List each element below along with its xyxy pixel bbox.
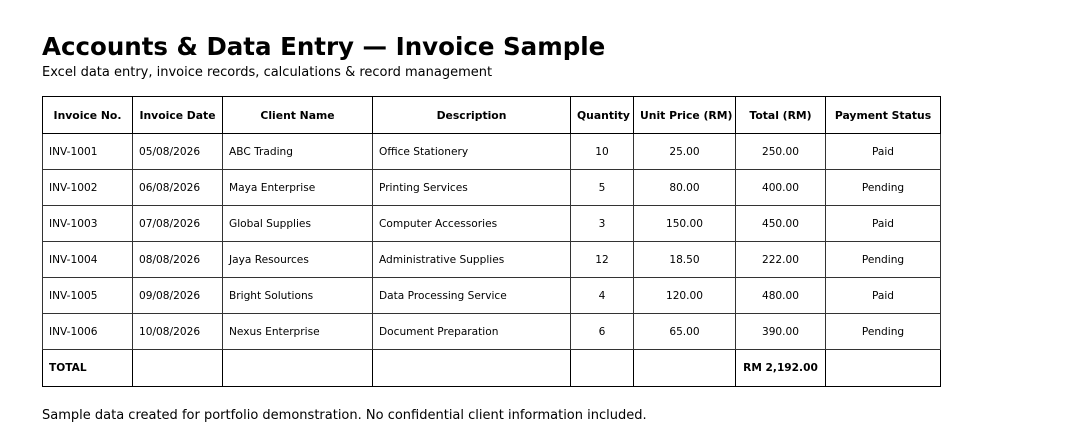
client-name-cell: Global Supplies bbox=[223, 206, 373, 242]
table-row[interactable] bbox=[43, 170, 941, 206]
total-cell: 400.00 bbox=[736, 170, 826, 206]
invoice-date-cell: 08/08/2026 bbox=[133, 242, 223, 278]
quantity-cell: 5 bbox=[571, 170, 634, 206]
empty-cell bbox=[826, 350, 941, 387]
invoice-no-cell: INV-1006 bbox=[43, 314, 133, 350]
column-header-invoice-no: Invoice No. bbox=[43, 97, 133, 134]
payment-status-cell: Pending bbox=[826, 314, 941, 350]
invoice-date-cell: 10/08/2026 bbox=[133, 314, 223, 350]
quantity-cell: 4 bbox=[571, 278, 634, 314]
column-header-invoice-date: Invoice Date bbox=[133, 97, 223, 134]
empty-cell bbox=[223, 350, 373, 387]
total-label: TOTAL bbox=[43, 350, 133, 387]
description-cell: Computer Accessories bbox=[373, 206, 571, 242]
payment-status-cell: Paid bbox=[826, 134, 941, 170]
client-name-cell: Nexus Enterprise bbox=[223, 314, 373, 350]
total-row bbox=[43, 350, 941, 387]
table-header-row bbox=[43, 97, 941, 134]
page-title: Accounts & Data Entry — Invoice Sample bbox=[42, 32, 606, 61]
quantity-cell: 12 bbox=[571, 242, 634, 278]
table-row[interactable] bbox=[43, 278, 941, 314]
invoice-date-cell: 09/08/2026 bbox=[133, 278, 223, 314]
invoice-date-cell: 07/08/2026 bbox=[133, 206, 223, 242]
invoice-no-cell: INV-1004 bbox=[43, 242, 133, 278]
quantity-cell: 3 bbox=[571, 206, 634, 242]
grand-total-value: RM 2,192.00 bbox=[736, 350, 826, 387]
description-cell: Administrative Supplies bbox=[373, 242, 571, 278]
unit-price-cell: 80.00 bbox=[634, 170, 736, 206]
unit-price-cell: 150.00 bbox=[634, 206, 736, 242]
empty-cell bbox=[373, 350, 571, 387]
page-subtitle: Excel data entry, invoice records, calculations & record management bbox=[42, 65, 493, 80]
empty-cell bbox=[571, 350, 634, 387]
invoice-no-cell: INV-1002 bbox=[43, 170, 133, 206]
table-row[interactable] bbox=[43, 206, 941, 242]
total-cell: 450.00 bbox=[736, 206, 826, 242]
description-cell: Office Stationery bbox=[373, 134, 571, 170]
client-name-cell: Maya Enterprise bbox=[223, 170, 373, 206]
table-row[interactable] bbox=[43, 242, 941, 278]
unit-price-cell: 18.50 bbox=[634, 242, 736, 278]
empty-cell bbox=[133, 350, 223, 387]
payment-status-cell: Pending bbox=[826, 170, 941, 206]
column-header-payment-status: Payment Status bbox=[826, 97, 941, 134]
payment-status-cell: Paid bbox=[826, 206, 941, 242]
total-cell: 390.00 bbox=[736, 314, 826, 350]
footer-note: Sample data created for portfolio demonstration. No confidential client information included. bbox=[42, 408, 647, 423]
description-cell: Data Processing Service bbox=[373, 278, 571, 314]
total-cell: 222.00 bbox=[736, 242, 826, 278]
client-name-cell: Jaya Resources bbox=[223, 242, 373, 278]
payment-status-cell: Pending bbox=[826, 242, 941, 278]
payment-status-cell: Paid bbox=[826, 278, 941, 314]
unit-price-cell: 120.00 bbox=[634, 278, 736, 314]
column-header-total: Total (RM) bbox=[736, 97, 826, 134]
invoice-date-cell: 06/08/2026 bbox=[133, 170, 223, 206]
unit-price-cell: 65.00 bbox=[634, 314, 736, 350]
description-cell: Document Preparation bbox=[373, 314, 571, 350]
quantity-cell: 10 bbox=[571, 134, 634, 170]
invoice-no-cell: INV-1001 bbox=[43, 134, 133, 170]
invoice-no-cell: INV-1003 bbox=[43, 206, 133, 242]
table-row[interactable] bbox=[43, 134, 941, 170]
total-cell: 250.00 bbox=[736, 134, 826, 170]
table-row[interactable] bbox=[43, 314, 941, 350]
total-cell: 480.00 bbox=[736, 278, 826, 314]
client-name-cell: ABC Trading bbox=[223, 134, 373, 170]
invoice-no-cell: INV-1005 bbox=[43, 278, 133, 314]
invoice-date-cell: 05/08/2026 bbox=[133, 134, 223, 170]
description-cell: Printing Services bbox=[373, 170, 571, 206]
column-header-quantity: Quantity bbox=[571, 97, 634, 134]
unit-price-cell: 25.00 bbox=[634, 134, 736, 170]
column-header-client-name: Client Name bbox=[223, 97, 373, 134]
quantity-cell: 6 bbox=[571, 314, 634, 350]
client-name-cell: Bright Solutions bbox=[223, 278, 373, 314]
column-header-description: Description bbox=[373, 97, 571, 134]
column-header-unit-price: Unit Price (RM) bbox=[634, 97, 736, 134]
empty-cell bbox=[634, 350, 736, 387]
invoice-table bbox=[42, 96, 941, 387]
